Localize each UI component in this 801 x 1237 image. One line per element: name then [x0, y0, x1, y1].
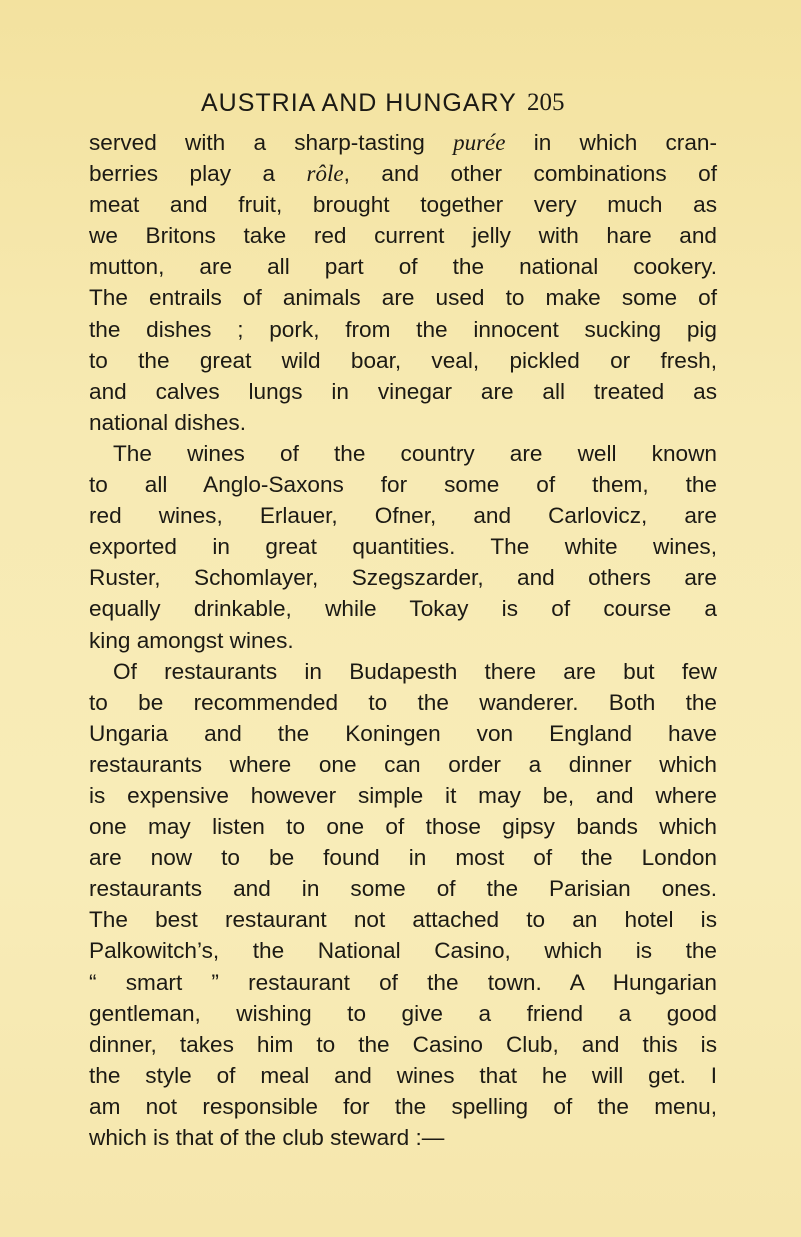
text-line: dinner, takes him to the Casino Club, and this is — [89, 1031, 717, 1057]
text-line: which is that of the club steward :— — [89, 1125, 445, 1150]
text-line: berries play a rôle, and other combinations of — [89, 161, 717, 187]
text-line: and calves lungs in vinegar are all treated as — [89, 378, 717, 404]
text-line: Ruster, Schomlayer, Szegszarder, and others are — [89, 565, 717, 591]
text-line: The best restaurant not attached to an hotel is — [89, 907, 717, 933]
text-line: equally drinkable, while Tokay is of course a — [89, 596, 717, 622]
italic-word: rôle — [306, 161, 344, 187]
text-line: one may listen to one of those gipsy bands which — [89, 814, 717, 840]
text-line: gentleman, wishing to give a friend a good — [89, 1000, 717, 1026]
text-line: we Britons take red current jelly with hare and — [89, 223, 717, 249]
text-line: is expensive however simple it may be, and where — [89, 782, 717, 808]
running-head — [0, 86, 801, 120]
text-line: meat and fruit, brought together very much as — [89, 192, 717, 218]
text-line: mutton, are all part of the national cookery. — [89, 254, 717, 280]
text-line: to be recommended to the wanderer. Both the — [89, 689, 717, 715]
text-line: the dishes ; pork, from the innocent sucking pig — [89, 316, 717, 342]
text-line: Ungaria and the Koningen von England have — [89, 720, 717, 746]
text-line: red wines, Erlauer, Ofner, and Carlovicz, are — [89, 503, 717, 529]
paragraph-start: Of restaurants in Budapesth there are but few — [113, 658, 717, 684]
text-line: restaurants where one can order a dinner which — [89, 751, 717, 777]
text-line: the style of meal and wines that he will get. I — [89, 1062, 717, 1088]
paragraph-start: The wines of the country are well known — [113, 440, 717, 466]
running-title: AUSTRIA AND HUNGARY — [201, 89, 517, 117]
text-line: to the great wild boar, veal, pickled or fresh, — [89, 347, 717, 373]
text-line: The entrails of animals are used to make some of — [89, 285, 717, 311]
body-text — [89, 127, 717, 1153]
text-line: exported in great quantities. The white wines, — [89, 534, 717, 560]
italic-word: purée — [453, 130, 506, 155]
text-line: am not responsible for the spelling of the menu, — [89, 1093, 717, 1119]
text-line: Palkowitch’s, the National Casino, which is the — [89, 938, 717, 964]
text-line: “ smart ” restaurant of the town. A Hungarian — [89, 969, 717, 995]
text-line: king amongst wines. — [89, 627, 294, 653]
text-line: to all Anglo-Saxons for some of them, the — [89, 472, 717, 498]
text-line: national dishes. — [89, 409, 247, 435]
page-number: 205 — [527, 89, 565, 116]
text-line: restaurants and in some of the Parisian ones. — [89, 876, 717, 902]
text-line: are now to be found in most of the London — [89, 845, 717, 871]
text-line: served with a sharp-tasting purée in which cran- — [89, 130, 717, 155]
